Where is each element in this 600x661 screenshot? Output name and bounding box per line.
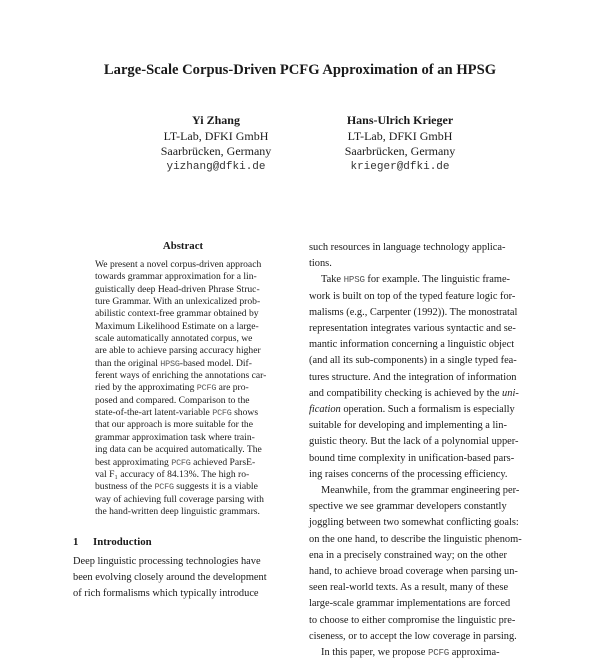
paper-title: Large-Scale Corpus-Driven PCFG Approximation of an HPSG [103, 62, 497, 78]
text-line: posed and compared. Comparison to the [95, 394, 250, 406]
text-line: than the original HPSG-based model. Dif- [95, 357, 252, 369]
text-line: the hand-written deep linguistic grammars. [95, 505, 260, 517]
author-block-2 [300, 113, 500, 175]
text-line: (and all its sub-components) in a single typed fea- [309, 355, 517, 367]
text-line: seen real-world texts. As a result, many of these [309, 582, 509, 594]
text-line: ciseness, or to accept the low coverage in parsing. [309, 630, 517, 642]
text-line: In this paper, we propose PCFG approxima- [321, 647, 500, 659]
author-email: yizhang@dfki.de [166, 160, 266, 173]
text-line: ing raises concerns of the processing efficiency. [309, 468, 508, 480]
text-line: guistic theory. But the lack of a polynomial upper- [309, 436, 519, 448]
section-title: Introduction [93, 536, 152, 549]
text-line: that our approach is more suitable for the [95, 419, 253, 431]
author-location: Saarbrücken, Germany [160, 144, 272, 158]
text-line: such resources in language technology applica- [309, 242, 506, 253]
text-line: work is built on top of the typed feature logic for- [309, 290, 516, 302]
text-line: ried by the approximating PCFG are pro- [95, 382, 249, 394]
text-line: and compatibility checking is achieved by the uni- [309, 387, 519, 399]
text-line: are able to achieve parsing accuracy higher [95, 345, 261, 357]
right-column [309, 240, 529, 661]
text-line: towards grammar approximation for a lin- [95, 271, 257, 283]
text-line: mantic information concerning a linguistic object [309, 339, 515, 351]
text-line: to choose to either compromise the linguistic pre- [309, 614, 516, 626]
text-line: large-scale grammar implementations are forced [309, 598, 511, 610]
introduction-body [73, 554, 293, 602]
author-name: Hans-Ulrich Krieger [346, 113, 454, 127]
text-line: been evolving closely around the development [73, 572, 267, 584]
text-line: fication operation. Such a formalism is especially [309, 404, 515, 416]
abstract-body [95, 259, 271, 518]
section-heading-introduction [73, 536, 293, 548]
text-line: bound time complexity in unification-based pars- [309, 452, 515, 464]
text-line: tures structure. And the integration of information [309, 371, 517, 383]
text-line: val F₁ accuracy of 84.13%. The high ro- [95, 468, 250, 480]
text-line: Take HPSG for example. The linguistic frame- [321, 274, 511, 286]
text-line: Deep linguistic processing technologies have [73, 556, 261, 568]
author-email: krieger@dfki.de [350, 160, 450, 173]
text-line: representation integrates various syntactic and se- [309, 323, 516, 335]
text-line: guistically deep Head-driven Phrase Struc- [95, 283, 260, 295]
author-location: Saarbrücken, Germany [344, 144, 456, 158]
text-line: We present a novel corpus-driven approach [95, 259, 262, 270]
text-line: suitable for developing and implementing a lin- [309, 420, 507, 432]
author-name: Yi Zhang [192, 113, 240, 127]
text-line: bustness of the PCFG suggests it is a viable [95, 481, 258, 493]
text-line: grammar approximation task where train- [95, 431, 255, 443]
text-line: of rich formalisms which typically introduce [73, 588, 259, 600]
text-line: ing data can be acquired automatically. The [95, 444, 262, 456]
abstract-heading: Abstract [162, 240, 204, 252]
text-line: Meanwhile, from the grammar engineering per- [321, 485, 520, 497]
text-line: ferent ways of enriching the annotations car- [95, 370, 267, 382]
author-affiliation: LT-Lab, DFKI GmbH [163, 128, 269, 143]
text-line: scale automatically annotated corpus, we [95, 333, 253, 345]
text-line: on the one hand, to describe the linguistic phenom- [309, 533, 522, 545]
text-line: hand, to achieve broad coverage when parsing un- [309, 566, 518, 578]
text-line: best approximating PCFG achieved ParsE- [95, 456, 256, 468]
text-line: ture Grammar. With an unlexicalized prob- [95, 296, 261, 308]
section-number: 1 [73, 536, 79, 549]
author-block-1 [116, 113, 316, 175]
text-line: abilistic context-free grammar obtained by [95, 308, 259, 320]
text-line: malisms (e.g., Carpenter (1992)). The monostratal [309, 306, 518, 318]
left-column [73, 240, 293, 602]
text-line: joggling between two somewhat conflicting goals: [309, 517, 519, 529]
text-line: tions. [309, 258, 332, 270]
text-line: ena in a precisely constrained way; on the other [309, 549, 507, 561]
text-line: spective we see grammar developers constantly [309, 501, 507, 513]
text-line: Maximum Likelihood Estimate on a large- [95, 320, 259, 332]
text-line: state-of-the-art latent-variable PCFG shows [95, 407, 259, 419]
text-line: way of achieving full coverage parsing with [95, 493, 264, 505]
author-affiliation: LT-Lab, DFKI GmbH [347, 128, 453, 143]
